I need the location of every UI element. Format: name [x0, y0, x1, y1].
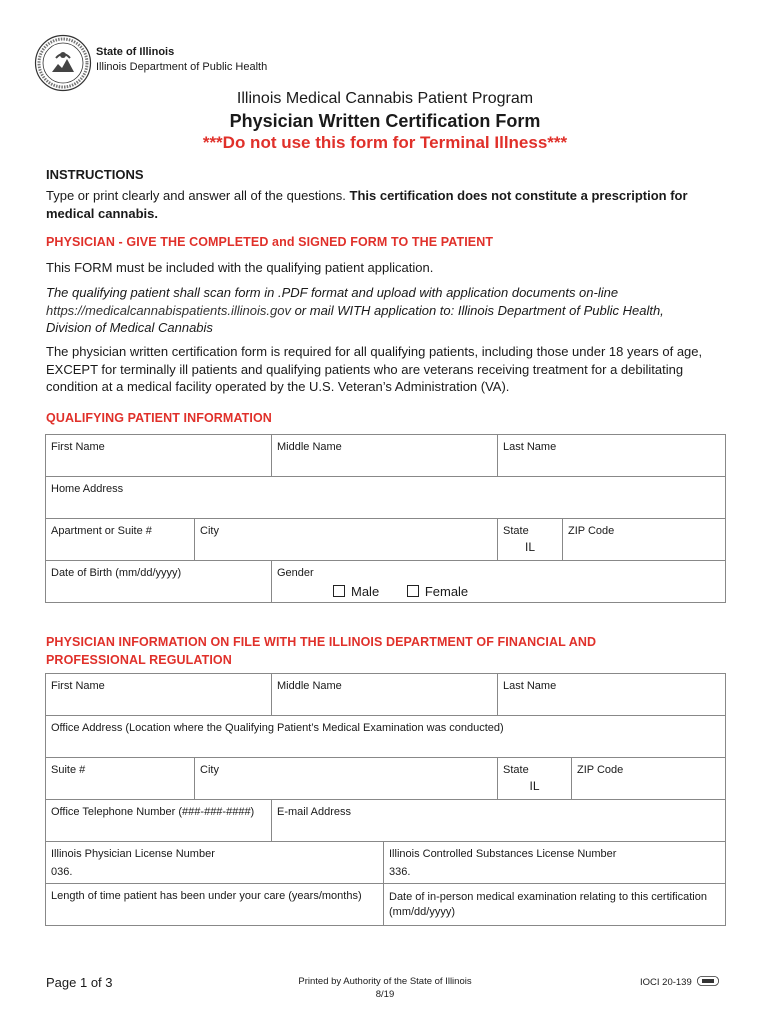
physician-middle-name-field[interactable]: Middle Name	[272, 674, 498, 716]
patient-zip-field[interactable]: ZIP Code	[563, 519, 726, 561]
controlled-substances-license-field[interactable]: Illinois Controlled Substances License Number 336.	[384, 842, 726, 884]
office-state-field[interactable]: State IL	[498, 758, 572, 800]
physician-info-table	[45, 673, 726, 926]
mail-line: or mail WITH application to: Illinois Department of Public Health,	[290, 302, 664, 318]
patient-info-table	[45, 434, 726, 603]
exam-date-field[interactable]: Date of in-person medical examination relating to this certification (mm/dd/yyyy)	[384, 884, 726, 926]
patient-state-field[interactable]: State IL	[498, 519, 563, 561]
union-bug-icon	[697, 976, 719, 986]
patient-dob-field[interactable]: Date of Birth (mm/dd/yyyy)	[46, 561, 272, 603]
form-id: IOCI 20-139	[640, 976, 719, 988]
state-seal-icon	[34, 34, 92, 92]
terminal-illness-warning: ***Do not use this form for Terminal Illness***	[202, 133, 568, 152]
instructions-bold: This certification does not constitute a prescription for medical cannabis.	[46, 188, 688, 221]
department-name: Illinois Department of Public Health	[96, 61, 268, 73]
printed-by-notice: Printed by Authority of the State of Illinois 8/19	[298, 976, 472, 1000]
physician-license-field[interactable]: Illinois Physician License Number 036.	[46, 842, 384, 884]
patient-state-value: IL	[524, 540, 535, 554]
instructions-plain: Type or print clearly and answer all of the questions.	[46, 188, 350, 203]
male-checkbox[interactable]	[333, 585, 345, 597]
requirement-text: The physician written certification form is required for all qualifying patients, including those under 18 years of age, EXCEPT for terminally ill patients and qualifying patients who are veterans receiving treatment for a debilitating condition at a medical facility operated by the U.S. Veteran’s Administration (VA).	[46, 344, 703, 394]
length-of-care-field[interactable]: Length of time patient has been under your care (years/months)	[46, 884, 384, 926]
must-include-text: This FORM must be included with the qualifying patient application.	[46, 260, 434, 275]
patient-home-address-field[interactable]: Home Address	[46, 477, 726, 519]
instructions-text	[46, 187, 722, 222]
physician-last-name-field[interactable]: Last Name	[498, 674, 726, 716]
upload-line: The qualifying patient shall scan form in .PDF format and upload with application documents on-line	[46, 285, 619, 300]
page-number: Page 1 of 3	[46, 975, 113, 990]
instructions-heading: INSTRUCTIONS	[46, 167, 144, 182]
program-url-link[interactable]: https://medicalcannabispatients.illinois.gov	[46, 302, 291, 318]
office-zip-field[interactable]: ZIP Code	[572, 758, 726, 800]
office-city-field[interactable]: City	[195, 758, 498, 800]
patient-last-name-field[interactable]: Last Name	[498, 435, 726, 477]
controlled-substances-license-value: 336.	[389, 866, 411, 878]
page-title: Physician Written Certification Form	[229, 111, 541, 131]
agency-name: State of Illinois	[96, 46, 175, 58]
patient-city-field[interactable]: City	[195, 519, 498, 561]
division-name: Division of Medical Cannabis	[46, 320, 213, 335]
physician-license-value: 036.	[51, 866, 73, 878]
office-suite-field[interactable]: Suite #	[46, 758, 195, 800]
office-phone-field[interactable]: Office Telephone Number (###-###-####)	[46, 800, 272, 842]
physician-first-name-field[interactable]: First Name	[46, 674, 272, 716]
program-name: Illinois Medical Cannabis Patient Program	[236, 90, 534, 107]
patient-first-name-field[interactable]: First Name	[46, 435, 272, 477]
patient-section-heading: QUALIFYING PATIENT INFORMATION	[46, 411, 272, 425]
email-field[interactable]: E-mail Address	[272, 800, 726, 842]
give-form-heading: PHYSICIAN - GIVE THE COMPLETED and SIGNED FORM TO THE PATIENT	[46, 235, 494, 249]
office-state-value: IL	[529, 779, 540, 793]
patient-apartment-field[interactable]: Apartment or Suite #	[46, 519, 195, 561]
physician-section-heading: PHYSICIAN INFORMATION ON FILE WITH THE ILLINOIS DEPARTMENT OF FINANCIAL AND PROFESSIONAL REGULATION	[46, 635, 597, 667]
patient-gender-field: Gender Male Female	[272, 561, 726, 603]
upload-instructions	[46, 284, 722, 337]
office-address-field[interactable]: Office Address (Location where the Qualifying Patient’s Medical Examination was conducted)	[46, 716, 726, 758]
female-label: Female	[424, 584, 469, 599]
female-checkbox[interactable]	[407, 585, 419, 597]
male-label: Male	[351, 584, 380, 599]
patient-middle-name-field[interactable]: Middle Name	[272, 435, 498, 477]
